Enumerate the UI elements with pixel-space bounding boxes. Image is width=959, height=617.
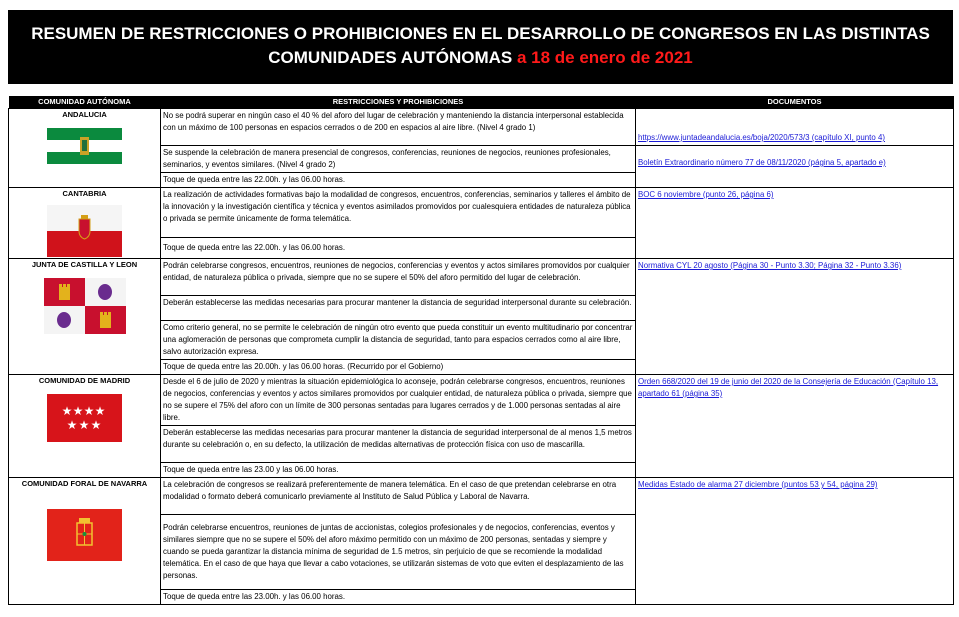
title-line2: COMUNIDADES AUTÓNOMAS <box>268 48 513 67</box>
document-link[interactable]: Orden 668/2020 del 19 de junio del 2020 de la Consejería de Educación (Capítulo 13, apartado 61 (página 35) <box>638 377 939 398</box>
title-banner <box>8 10 953 84</box>
restriction-text: Toque de queda entre las 22.00h. y las 06.00 horas. <box>161 237 636 258</box>
restriction-text: Deberán establecerse las medidas necesarias para procurar mantener la distancia de seguridad interpersonal durante su celebración. <box>161 296 636 321</box>
table-row <box>9 478 954 515</box>
title-date: a 18 de enero de 2021 <box>516 48 693 67</box>
restriction-text: La realización de actividades formativas bajo la modalidad de congresos, encuentros, conferencias, seminarios y talleres el ámbito de la innovación y la investigación científica y técnica y eventos asimilados promovidos por cualesquiera entidades de naturaleza pública o privada se permite únicamente de forma telemática. <box>161 188 636 238</box>
document-link[interactable]: https://www.juntadeandalucia.es/boja/2020/573/3 (capítulo XI, punto 4) <box>638 133 885 142</box>
restriction-text: Se suspende la celebración de manera presencial de congresos, conferencias, reuniones de negocios, reuniones profesionales, seminarios, y eventos similares. (Nivel 4 grado 2) <box>161 146 636 173</box>
document-link[interactable]: Medidas Estado de alarma 27 diciembre (puntos 53 y 54, página 29) <box>638 480 878 489</box>
title-line1: RESUMEN DE RESTRICCIONES O PROHIBICIONES EN EL DESARROLLO DE CONGRESOS EN LAS DISTINTAS <box>31 24 930 43</box>
community-cell <box>9 109 161 188</box>
community-name: JUNTA DE CASTILLA Y LEON <box>31 260 138 269</box>
svg-text:★: ★ <box>78 418 90 432</box>
table-row <box>9 259 954 296</box>
community-cell <box>9 375 161 478</box>
cantabria-flag <box>47 205 122 257</box>
community-name: COMUNIDAD DE MADRID <box>38 376 131 385</box>
svg-text:★: ★ <box>90 418 102 432</box>
table-row <box>9 188 954 238</box>
restriction-text: Como criterio general, no se permite le celebración de ningún otro evento que pueda constituir un evento multitudinario por concentrar una aglomeración de personas que comprometa cumplir la distancia de seguridad, tanto para espacios cerrados como al aire libre, salvo autorización expresa. <box>161 321 636 360</box>
restriction-text: Toque de queda entre las 20.00h. y las 06.00 horas. (Recurrido por el Gobierno) <box>161 360 636 375</box>
restriction-text: Toque de queda entre las 22.00h. y las 06.00 horas. <box>161 173 636 188</box>
restrictions-table <box>8 96 954 605</box>
restriction-text: Deberán establecerse las medidas necesarias para procurar mantener la distancia de seguridad interpersonal de al menos 1,5 metros durante su celebración o, en su defecto, la utilización de medidas alternativas de protección física con uso de mascarilla. <box>161 426 636 463</box>
table-row <box>9 375 954 426</box>
svg-text:★: ★ <box>72 404 84 418</box>
table-row <box>9 109 954 146</box>
svg-text:★: ★ <box>61 404 73 418</box>
document-cell <box>636 478 954 605</box>
document-cell <box>636 259 954 375</box>
svg-text:★: ★ <box>66 418 78 432</box>
document-link[interactable]: Normativa CYL 20 agosto (Página 30 - Punto 3.30; Página 32 - Punto 3.36) <box>638 261 902 270</box>
community-cell <box>9 188 161 259</box>
restriction-text: La celebración de congresos se realizará preferentemente de manera telemática. En el caso de que pretendan celebrarse en otra modalidad o formato deberá comunicarlo previamente al Instituto de Salud Pública y Laboral de Navarra. <box>161 478 636 515</box>
header-community: COMUNIDAD AUTÓNOMA <box>9 96 161 109</box>
document-cell <box>636 109 954 146</box>
document-cell <box>636 188 954 259</box>
svg-text:★: ★ <box>83 404 95 418</box>
restriction-text: Podrán celebrarse encuentros, reuniones de juntas de accionistas, colegios profesionales y de negocios, conferencias, eventos y similares siempre que no se supere el 50% del aforo máximo permitido con un máximo de 200 personas, sentadas y siempre y cuando se pueda garantizar la distancia mínima de seguridad de 1.5 metros, sin perjuicio de que se recomiende la modalidad telemática. En el caso de que haya que llevar a cabo votaciones, se utilizarán sistemas de voto que eviten el desplazamiento de las personas. <box>161 515 636 590</box>
navarra-flag <box>47 509 122 561</box>
header-row <box>9 96 954 109</box>
svg-text:★: ★ <box>94 404 106 418</box>
header-restrictions: RESTRICCIONES Y PROHIBICIONES <box>161 96 636 109</box>
header-documents: DOCUMENTOS <box>636 96 954 109</box>
document-cell <box>636 146 954 188</box>
document-link[interactable]: BOC 6 noviembre (punto 26, página 6) <box>638 190 774 199</box>
document-link[interactable]: Boletín Extraordinario número 77 de 08/11/2020 (página 5, apartado e) <box>638 158 886 167</box>
restriction-text: No se podrá superar en ningún caso el 40 % del aforo del lugar de celebración y manteniendo la distancia interpersonal establecida con un máximo de 100 personas en espacios cerrados o de 200 en espacios al aire libre. (Nivel 4 grado 1) <box>161 109 636 146</box>
community-name: CANTABRIA <box>62 189 107 198</box>
madrid-flag <box>47 394 122 442</box>
restriction-text: Toque de queda entre las 23.00h. y las 06.00 horas. <box>161 590 636 605</box>
restriction-text: Toque de queda entre las 23.00 y las 06.00 horas. <box>161 463 636 478</box>
community-cell <box>9 478 161 605</box>
document-cell <box>636 375 954 478</box>
restriction-text: Podrán celebrarse congresos, encuentros, reuniones de negocios, conferencias y eventos y actos similares promovidos por cualquier entidad, de naturaleza pública o privada, siempre que no se supere el 50% del aforo permitido del lugar de celebración. <box>161 259 636 296</box>
community-cell <box>9 259 161 375</box>
castilla-leon-flag <box>44 278 126 334</box>
restriction-text: Desde el 6 de julio de 2020 y mientras la situación epidemiológica lo aconseje, podrán celebrarse congresos, encuentros, reuniones de negocios, conferencias y eventos y actos similares promovidos por cualquier entidad, de naturaleza pública o privada, siempre que no se supere el 75% del aforo con un límite de 300 personas sentadas para lugares cerrados y de 1.000 personas sentadas al aire libre. <box>161 375 636 426</box>
andalucia-flag <box>47 128 122 164</box>
community-name: ANDALUCIA <box>62 110 107 119</box>
community-name: COMUNIDAD FORAL DE NAVARRA <box>21 479 148 488</box>
